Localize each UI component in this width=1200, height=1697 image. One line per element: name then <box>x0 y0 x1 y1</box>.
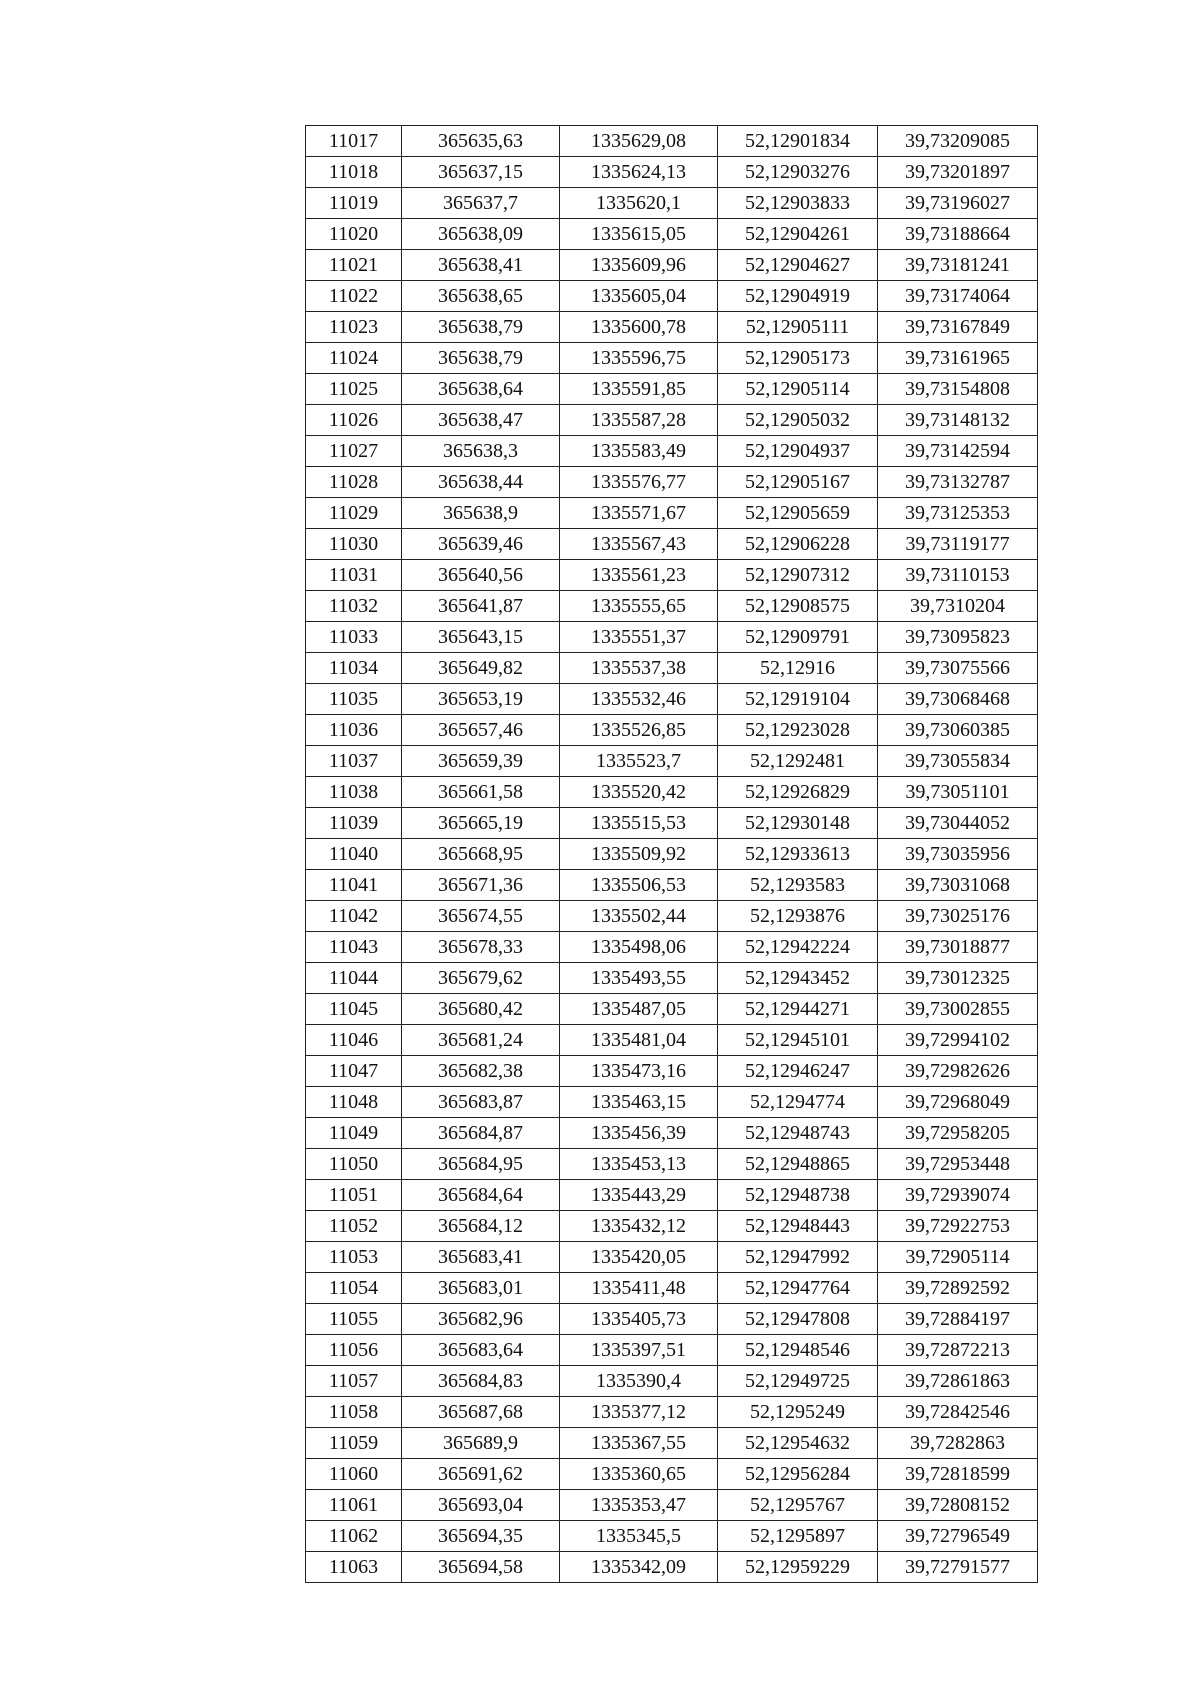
x-coordinate-cell: 365659,39 <box>402 746 560 777</box>
table-row <box>306 281 1038 312</box>
x-coordinate-cell: 365680,42 <box>402 994 560 1025</box>
point-number-cell: 11024 <box>306 343 402 374</box>
table-row <box>306 1521 1038 1552</box>
table-row <box>306 808 1038 839</box>
point-number-cell: 11021 <box>306 250 402 281</box>
point-number-cell: 11032 <box>306 591 402 622</box>
x-coordinate-cell: 365639,46 <box>402 529 560 560</box>
table-row <box>306 1304 1038 1335</box>
y-coordinate-cell: 1335609,96 <box>560 250 718 281</box>
y-coordinate-cell: 1335620,1 <box>560 188 718 219</box>
table-row <box>306 777 1038 808</box>
point-number-cell: 11022 <box>306 281 402 312</box>
longitude-cell: 39,73025176 <box>878 901 1038 932</box>
longitude-cell: 39,73055834 <box>878 746 1038 777</box>
latitude-cell: 52,12905167 <box>718 467 878 498</box>
y-coordinate-cell: 1335353,47 <box>560 1490 718 1521</box>
y-coordinate-cell: 1335532,46 <box>560 684 718 715</box>
longitude-cell: 39,73119177 <box>878 529 1038 560</box>
y-coordinate-cell: 1335567,43 <box>560 529 718 560</box>
latitude-cell: 52,12905173 <box>718 343 878 374</box>
longitude-cell: 39,72968049 <box>878 1087 1038 1118</box>
point-number-cell: 11034 <box>306 653 402 684</box>
latitude-cell: 52,12942224 <box>718 932 878 963</box>
point-number-cell: 11060 <box>306 1459 402 1490</box>
table-row <box>306 1397 1038 1428</box>
table-row <box>306 1490 1038 1521</box>
y-coordinate-cell: 1335367,55 <box>560 1428 718 1459</box>
table-row <box>306 994 1038 1025</box>
latitude-cell: 52,12903833 <box>718 188 878 219</box>
table-row <box>306 436 1038 467</box>
latitude-cell: 52,12926829 <box>718 777 878 808</box>
longitude-cell: 39,73002855 <box>878 994 1038 1025</box>
x-coordinate-cell: 365681,24 <box>402 1025 560 1056</box>
point-number-cell: 11051 <box>306 1180 402 1211</box>
y-coordinate-cell: 1335555,65 <box>560 591 718 622</box>
x-coordinate-cell: 365638,79 <box>402 312 560 343</box>
y-coordinate-cell: 1335481,04 <box>560 1025 718 1056</box>
x-coordinate-cell: 365683,64 <box>402 1335 560 1366</box>
table-row <box>306 1025 1038 1056</box>
x-coordinate-cell: 365684,12 <box>402 1211 560 1242</box>
point-number-cell: 11043 <box>306 932 402 963</box>
x-coordinate-cell: 365643,15 <box>402 622 560 653</box>
x-coordinate-cell: 365637,15 <box>402 157 560 188</box>
latitude-cell: 52,1295897 <box>718 1521 878 1552</box>
longitude-cell: 39,73209085 <box>878 126 1038 157</box>
table-row <box>306 529 1038 560</box>
point-number-cell: 11057 <box>306 1366 402 1397</box>
point-number-cell: 11063 <box>306 1552 402 1583</box>
table-row <box>306 1459 1038 1490</box>
longitude-cell: 39,73196027 <box>878 188 1038 219</box>
table-row <box>306 374 1038 405</box>
table-row <box>306 405 1038 436</box>
y-coordinate-cell: 1335360,65 <box>560 1459 718 1490</box>
x-coordinate-cell: 365638,47 <box>402 405 560 436</box>
latitude-cell: 52,12948546 <box>718 1335 878 1366</box>
latitude-cell: 52,12956284 <box>718 1459 878 1490</box>
table-row <box>306 1149 1038 1180</box>
point-number-cell: 11056 <box>306 1335 402 1366</box>
y-coordinate-cell: 1335526,85 <box>560 715 718 746</box>
longitude-cell: 39,72994102 <box>878 1025 1038 1056</box>
point-number-cell: 11054 <box>306 1273 402 1304</box>
x-coordinate-cell: 365665,19 <box>402 808 560 839</box>
latitude-cell: 52,12943452 <box>718 963 878 994</box>
longitude-cell: 39,72958205 <box>878 1118 1038 1149</box>
x-coordinate-cell: 365684,87 <box>402 1118 560 1149</box>
table-row <box>306 498 1038 529</box>
latitude-cell: 52,12903276 <box>718 157 878 188</box>
point-number-cell: 11038 <box>306 777 402 808</box>
y-coordinate-cell: 1335498,06 <box>560 932 718 963</box>
longitude-cell: 39,73060385 <box>878 715 1038 746</box>
y-coordinate-cell: 1335411,48 <box>560 1273 718 1304</box>
latitude-cell: 52,12905659 <box>718 498 878 529</box>
y-coordinate-cell: 1335571,67 <box>560 498 718 529</box>
latitude-cell: 52,12947808 <box>718 1304 878 1335</box>
longitude-cell: 39,72884197 <box>878 1304 1038 1335</box>
y-coordinate-cell: 1335583,49 <box>560 436 718 467</box>
latitude-cell: 52,1295767 <box>718 1490 878 1521</box>
coordinates-table <box>305 125 1038 1583</box>
point-number-cell: 11053 <box>306 1242 402 1273</box>
y-coordinate-cell: 1335345,5 <box>560 1521 718 1552</box>
latitude-cell: 52,12948865 <box>718 1149 878 1180</box>
y-coordinate-cell: 1335432,12 <box>560 1211 718 1242</box>
latitude-cell: 52,1294774 <box>718 1087 878 1118</box>
table-row <box>306 622 1038 653</box>
x-coordinate-cell: 365653,19 <box>402 684 560 715</box>
point-number-cell: 11047 <box>306 1056 402 1087</box>
x-coordinate-cell: 365683,01 <box>402 1273 560 1304</box>
x-coordinate-cell: 365678,33 <box>402 932 560 963</box>
y-coordinate-cell: 1335596,75 <box>560 343 718 374</box>
y-coordinate-cell: 1335624,13 <box>560 157 718 188</box>
latitude-cell: 52,12945101 <box>718 1025 878 1056</box>
x-coordinate-cell: 365638,9 <box>402 498 560 529</box>
latitude-cell: 52,1293876 <box>718 901 878 932</box>
longitude-cell: 39,73095823 <box>878 622 1038 653</box>
latitude-cell: 52,12944271 <box>718 994 878 1025</box>
table-row <box>306 157 1038 188</box>
table-row <box>306 963 1038 994</box>
longitude-cell: 39,72953448 <box>878 1149 1038 1180</box>
latitude-cell: 52,12909791 <box>718 622 878 653</box>
y-coordinate-cell: 1335506,53 <box>560 870 718 901</box>
longitude-cell: 39,73012325 <box>878 963 1038 994</box>
table-row <box>306 1056 1038 1087</box>
x-coordinate-cell: 365638,64 <box>402 374 560 405</box>
y-coordinate-cell: 1335473,16 <box>560 1056 718 1087</box>
x-coordinate-cell: 365638,79 <box>402 343 560 374</box>
x-coordinate-cell: 365679,62 <box>402 963 560 994</box>
longitude-cell: 39,72842546 <box>878 1397 1038 1428</box>
point-number-cell: 11039 <box>306 808 402 839</box>
table-row <box>306 1273 1038 1304</box>
longitude-cell: 39,72922753 <box>878 1211 1038 1242</box>
longitude-cell: 39,72808152 <box>878 1490 1038 1521</box>
latitude-cell: 52,12904937 <box>718 436 878 467</box>
point-number-cell: 11042 <box>306 901 402 932</box>
y-coordinate-cell: 1335605,04 <box>560 281 718 312</box>
point-number-cell: 11025 <box>306 374 402 405</box>
table-row <box>306 1242 1038 1273</box>
point-number-cell: 11062 <box>306 1521 402 1552</box>
longitude-cell: 39,73031068 <box>878 870 1038 901</box>
y-coordinate-cell: 1335551,37 <box>560 622 718 653</box>
point-number-cell: 11033 <box>306 622 402 653</box>
y-coordinate-cell: 1335456,39 <box>560 1118 718 1149</box>
point-number-cell: 11018 <box>306 157 402 188</box>
latitude-cell: 52,12947764 <box>718 1273 878 1304</box>
longitude-cell: 39,72861863 <box>878 1366 1038 1397</box>
x-coordinate-cell: 365661,58 <box>402 777 560 808</box>
y-coordinate-cell: 1335487,05 <box>560 994 718 1025</box>
x-coordinate-cell: 365689,9 <box>402 1428 560 1459</box>
table-row <box>306 1180 1038 1211</box>
latitude-cell: 52,12908575 <box>718 591 878 622</box>
x-coordinate-cell: 365638,09 <box>402 219 560 250</box>
table-row <box>306 1428 1038 1459</box>
table-row <box>306 1335 1038 1366</box>
point-number-cell: 11036 <box>306 715 402 746</box>
longitude-cell: 39,73075566 <box>878 653 1038 684</box>
table-row <box>306 188 1038 219</box>
x-coordinate-cell: 365694,58 <box>402 1552 560 1583</box>
longitude-cell: 39,73142594 <box>878 436 1038 467</box>
table-row <box>306 715 1038 746</box>
table-row <box>306 1211 1038 1242</box>
longitude-cell: 39,73018877 <box>878 932 1038 963</box>
table-row <box>306 560 1038 591</box>
point-number-cell: 11020 <box>306 219 402 250</box>
x-coordinate-cell: 365694,35 <box>402 1521 560 1552</box>
longitude-cell: 39,73167849 <box>878 312 1038 343</box>
point-number-cell: 11028 <box>306 467 402 498</box>
longitude-cell: 39,72872213 <box>878 1335 1038 1366</box>
latitude-cell: 52,12923028 <box>718 715 878 746</box>
longitude-cell: 39,72892592 <box>878 1273 1038 1304</box>
x-coordinate-cell: 365657,46 <box>402 715 560 746</box>
point-number-cell: 11050 <box>306 1149 402 1180</box>
y-coordinate-cell: 1335342,09 <box>560 1552 718 1583</box>
latitude-cell: 52,1292481 <box>718 746 878 777</box>
longitude-cell: 39,73125353 <box>878 498 1038 529</box>
point-number-cell: 11055 <box>306 1304 402 1335</box>
latitude-cell: 52,12948443 <box>718 1211 878 1242</box>
y-coordinate-cell: 1335377,12 <box>560 1397 718 1428</box>
point-number-cell: 11049 <box>306 1118 402 1149</box>
table-row <box>306 1552 1038 1583</box>
longitude-cell: 39,7282863 <box>878 1428 1038 1459</box>
x-coordinate-cell: 365641,87 <box>402 591 560 622</box>
x-coordinate-cell: 365684,95 <box>402 1149 560 1180</box>
x-coordinate-cell: 365693,04 <box>402 1490 560 1521</box>
y-coordinate-cell: 1335405,73 <box>560 1304 718 1335</box>
y-coordinate-cell: 1335502,44 <box>560 901 718 932</box>
x-coordinate-cell: 365683,87 <box>402 1087 560 1118</box>
longitude-cell: 39,73174064 <box>878 281 1038 312</box>
latitude-cell: 52,12906228 <box>718 529 878 560</box>
point-number-cell: 11046 <box>306 1025 402 1056</box>
latitude-cell: 52,12904919 <box>718 281 878 312</box>
point-number-cell: 11030 <box>306 529 402 560</box>
coordinates-table-body <box>306 126 1038 1583</box>
y-coordinate-cell: 1335420,05 <box>560 1242 718 1273</box>
table-row <box>306 312 1038 343</box>
table-row <box>306 839 1038 870</box>
table-row <box>306 746 1038 777</box>
y-coordinate-cell: 1335561,23 <box>560 560 718 591</box>
latitude-cell: 52,12904627 <box>718 250 878 281</box>
y-coordinate-cell: 1335520,42 <box>560 777 718 808</box>
x-coordinate-cell: 365674,55 <box>402 901 560 932</box>
latitude-cell: 52,12930148 <box>718 808 878 839</box>
x-coordinate-cell: 365635,63 <box>402 126 560 157</box>
y-coordinate-cell: 1335463,15 <box>560 1087 718 1118</box>
longitude-cell: 39,72796549 <box>878 1521 1038 1552</box>
longitude-cell: 39,73201897 <box>878 157 1038 188</box>
x-coordinate-cell: 365684,83 <box>402 1366 560 1397</box>
latitude-cell: 52,12905114 <box>718 374 878 405</box>
latitude-cell: 52,12919104 <box>718 684 878 715</box>
y-coordinate-cell: 1335397,51 <box>560 1335 718 1366</box>
longitude-cell: 39,72791577 <box>878 1552 1038 1583</box>
longitude-cell: 39,73110153 <box>878 560 1038 591</box>
table-row <box>306 250 1038 281</box>
y-coordinate-cell: 1335587,28 <box>560 405 718 436</box>
longitude-cell: 39,73035956 <box>878 839 1038 870</box>
y-coordinate-cell: 1335600,78 <box>560 312 718 343</box>
x-coordinate-cell: 365638,44 <box>402 467 560 498</box>
point-number-cell: 11037 <box>306 746 402 777</box>
longitude-cell: 39,73161965 <box>878 343 1038 374</box>
point-number-cell: 11027 <box>306 436 402 467</box>
x-coordinate-cell: 365649,82 <box>402 653 560 684</box>
latitude-cell: 52,12901834 <box>718 126 878 157</box>
point-number-cell: 11019 <box>306 188 402 219</box>
x-coordinate-cell: 365691,62 <box>402 1459 560 1490</box>
point-number-cell: 11023 <box>306 312 402 343</box>
latitude-cell: 52,1293583 <box>718 870 878 901</box>
x-coordinate-cell: 365684,64 <box>402 1180 560 1211</box>
y-coordinate-cell: 1335515,53 <box>560 808 718 839</box>
y-coordinate-cell: 1335443,29 <box>560 1180 718 1211</box>
longitude-cell: 39,73068468 <box>878 684 1038 715</box>
point-number-cell: 11041 <box>306 870 402 901</box>
table-row <box>306 467 1038 498</box>
y-coordinate-cell: 1335390,4 <box>560 1366 718 1397</box>
latitude-cell: 52,12946247 <box>718 1056 878 1087</box>
latitude-cell: 52,12948738 <box>718 1180 878 1211</box>
point-number-cell: 11040 <box>306 839 402 870</box>
point-number-cell: 11017 <box>306 126 402 157</box>
longitude-cell: 39,73051101 <box>878 777 1038 808</box>
longitude-cell: 39,73044052 <box>878 808 1038 839</box>
latitude-cell: 52,12948743 <box>718 1118 878 1149</box>
x-coordinate-cell: 365671,36 <box>402 870 560 901</box>
x-coordinate-cell: 365682,96 <box>402 1304 560 1335</box>
table-row <box>306 219 1038 250</box>
latitude-cell: 52,12907312 <box>718 560 878 591</box>
x-coordinate-cell: 365638,3 <box>402 436 560 467</box>
longitude-cell: 39,73132787 <box>878 467 1038 498</box>
point-number-cell: 11044 <box>306 963 402 994</box>
table-row <box>306 901 1038 932</box>
y-coordinate-cell: 1335453,13 <box>560 1149 718 1180</box>
latitude-cell: 52,12905111 <box>718 312 878 343</box>
point-number-cell: 11031 <box>306 560 402 591</box>
longitude-cell: 39,72939074 <box>878 1180 1038 1211</box>
y-coordinate-cell: 1335493,55 <box>560 963 718 994</box>
y-coordinate-cell: 1335615,05 <box>560 219 718 250</box>
latitude-cell: 52,12949725 <box>718 1366 878 1397</box>
y-coordinate-cell: 1335537,38 <box>560 653 718 684</box>
latitude-cell: 52,12904261 <box>718 219 878 250</box>
latitude-cell: 52,1295249 <box>718 1397 878 1428</box>
longitude-cell: 39,72905114 <box>878 1242 1038 1273</box>
point-number-cell: 11029 <box>306 498 402 529</box>
point-number-cell: 11052 <box>306 1211 402 1242</box>
latitude-cell: 52,12954632 <box>718 1428 878 1459</box>
x-coordinate-cell: 365687,68 <box>402 1397 560 1428</box>
y-coordinate-cell: 1335591,85 <box>560 374 718 405</box>
y-coordinate-cell: 1335629,08 <box>560 126 718 157</box>
y-coordinate-cell: 1335523,7 <box>560 746 718 777</box>
longitude-cell: 39,7310204 <box>878 591 1038 622</box>
x-coordinate-cell: 365637,7 <box>402 188 560 219</box>
longitude-cell: 39,73181241 <box>878 250 1038 281</box>
table-row <box>306 1087 1038 1118</box>
point-number-cell: 11035 <box>306 684 402 715</box>
latitude-cell: 52,12947992 <box>718 1242 878 1273</box>
table-row <box>306 653 1038 684</box>
latitude-cell: 52,12959229 <box>718 1552 878 1583</box>
y-coordinate-cell: 1335509,92 <box>560 839 718 870</box>
x-coordinate-cell: 365638,65 <box>402 281 560 312</box>
x-coordinate-cell: 365640,56 <box>402 560 560 591</box>
y-coordinate-cell: 1335576,77 <box>560 467 718 498</box>
table-row <box>306 1366 1038 1397</box>
table-row <box>306 591 1038 622</box>
x-coordinate-cell: 365682,38 <box>402 1056 560 1087</box>
point-number-cell: 11059 <box>306 1428 402 1459</box>
latitude-cell: 52,12933613 <box>718 839 878 870</box>
point-number-cell: 11026 <box>306 405 402 436</box>
table-row <box>306 932 1038 963</box>
longitude-cell: 39,73148132 <box>878 405 1038 436</box>
point-number-cell: 11058 <box>306 1397 402 1428</box>
table-row <box>306 684 1038 715</box>
table-row <box>306 343 1038 374</box>
point-number-cell: 11061 <box>306 1490 402 1521</box>
latitude-cell: 52,12905032 <box>718 405 878 436</box>
longitude-cell: 39,72982626 <box>878 1056 1038 1087</box>
table-row <box>306 126 1038 157</box>
longitude-cell: 39,73188664 <box>878 219 1038 250</box>
point-number-cell: 11048 <box>306 1087 402 1118</box>
x-coordinate-cell: 365683,41 <box>402 1242 560 1273</box>
x-coordinate-cell: 365668,95 <box>402 839 560 870</box>
table-row <box>306 870 1038 901</box>
longitude-cell: 39,72818599 <box>878 1459 1038 1490</box>
x-coordinate-cell: 365638,41 <box>402 250 560 281</box>
table-row <box>306 1118 1038 1149</box>
point-number-cell: 11045 <box>306 994 402 1025</box>
latitude-cell: 52,12916 <box>718 653 878 684</box>
longitude-cell: 39,73154808 <box>878 374 1038 405</box>
